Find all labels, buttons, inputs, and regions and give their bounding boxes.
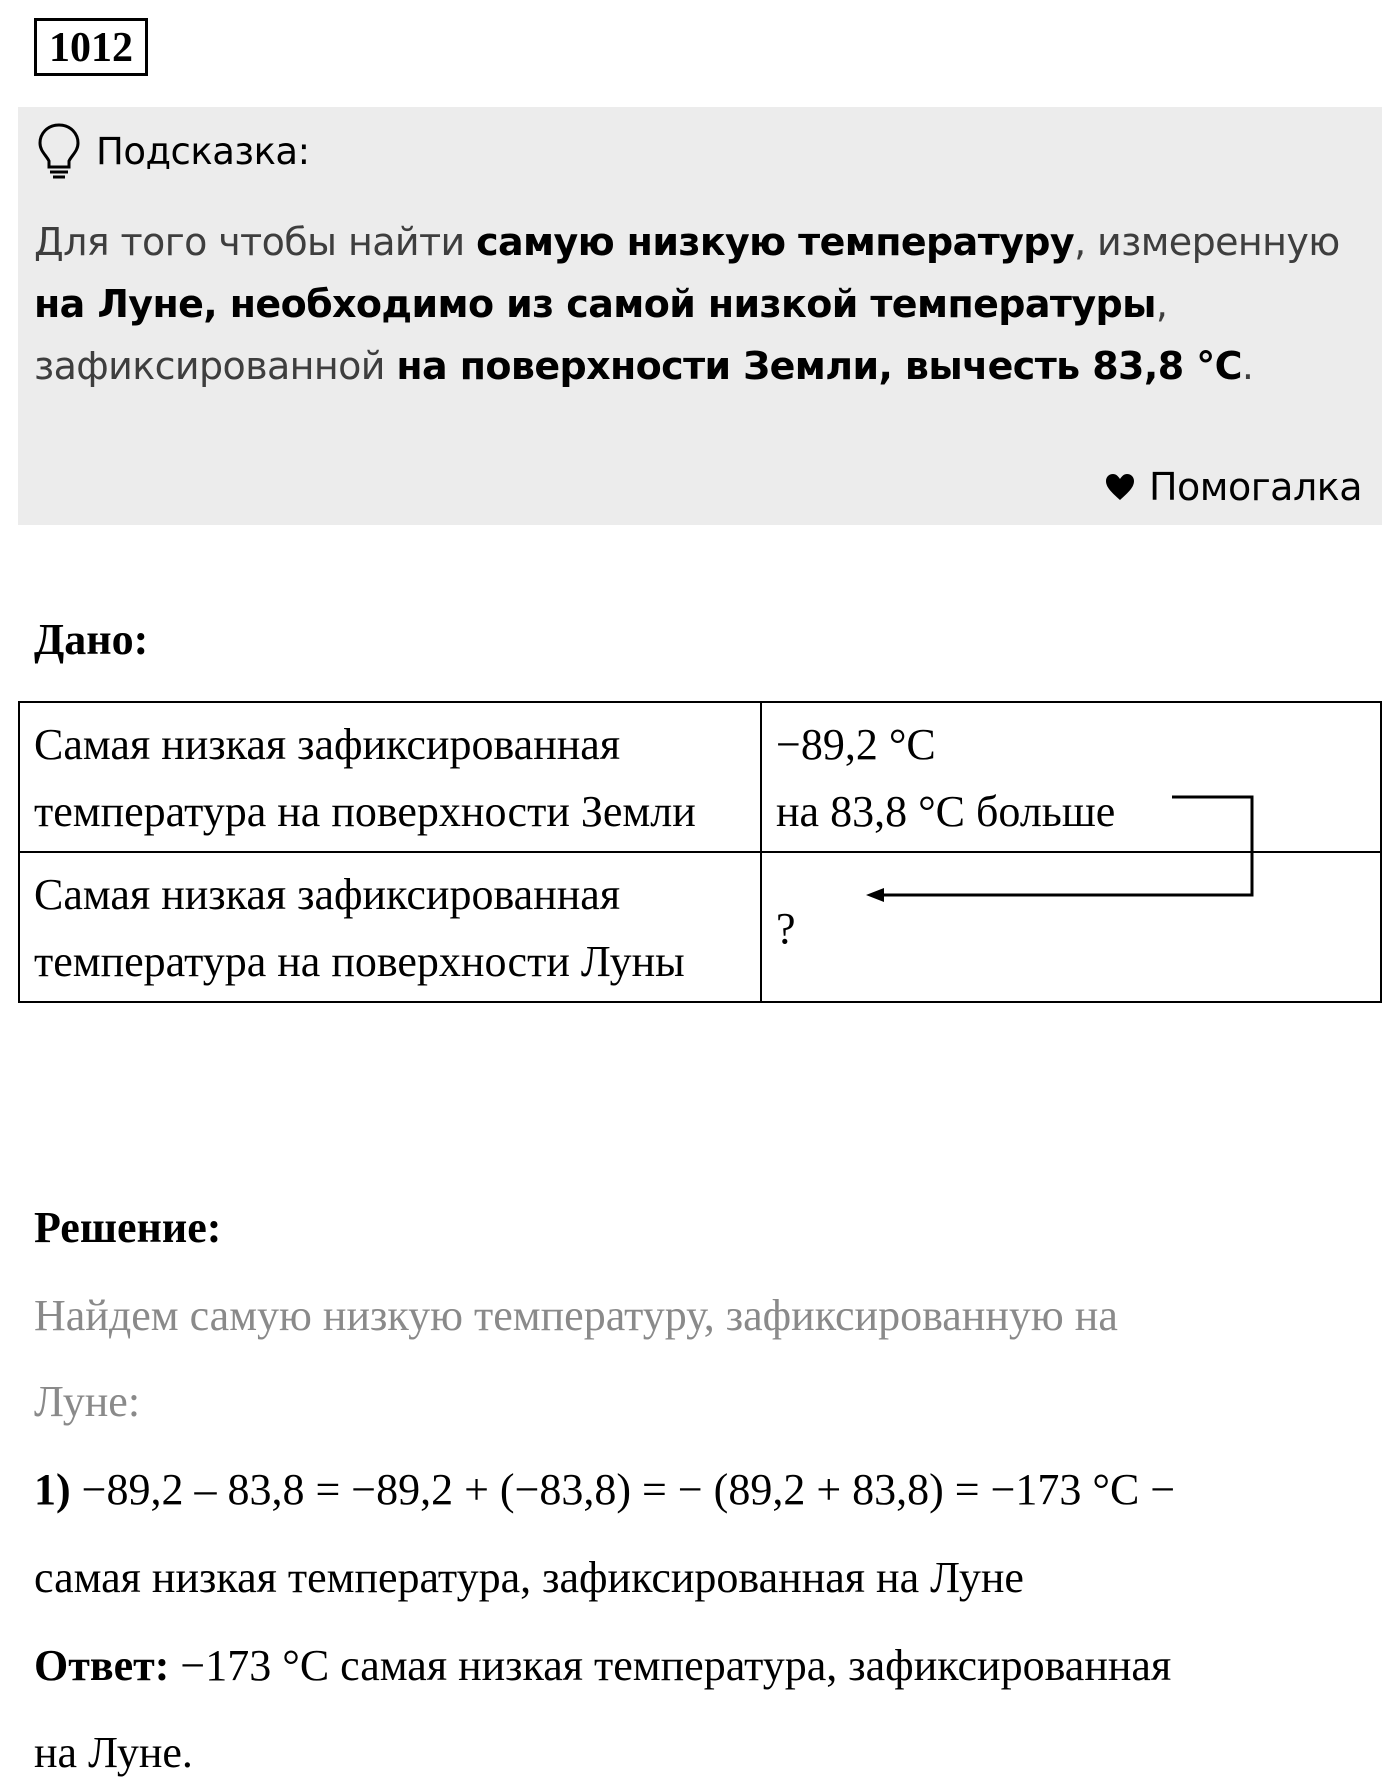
step-number: 1): [34, 1465, 71, 1514]
earth-temp-value-cell: [761, 702, 1381, 852]
helper-link[interactable]: [1105, 465, 1362, 509]
hint-text-bold: на поверхности Земли, вычесть 83,8 °С: [396, 344, 1242, 388]
solution-intro: Найдем самую низкую температуру, зафиксированную на: [34, 1291, 1118, 1340]
answer-cont: на Луне.: [34, 1728, 193, 1777]
hint-box: [18, 107, 1382, 525]
hint-text-part: , зафиксированной: [34, 282, 1168, 388]
answer-text: −173 °С самая низкая температура, зафиксированная: [169, 1641, 1172, 1690]
moon-temp-value: ?: [761, 852, 1381, 1002]
step-expression: −89,2 – 83,8 = −89,2 + (−83,8) = − (89,2 + 83,8) = −173 °С −: [70, 1465, 1176, 1514]
given-table: [18, 701, 1382, 1003]
earth-temp-value: −89,2 °С: [776, 720, 936, 769]
hint-text: [34, 211, 1364, 397]
answer-line: [34, 1640, 1384, 1691]
hint-text-bold: на Луне, необходимо из самой низкой температуры: [34, 282, 1156, 326]
hint-text-part: .: [1241, 344, 1254, 388]
hint-title: Подсказка:: [96, 129, 310, 173]
lightbulb-icon: [36, 121, 82, 181]
step-conclusion: самая низкая температура, зафиксированная на Луне: [34, 1553, 1024, 1602]
hint-header: [36, 121, 310, 181]
hint-text-part: Для того чтобы найти: [34, 220, 477, 264]
difference-note: на 83,8 °С больше: [776, 787, 1116, 836]
hint-text-bold: самую низкую температуру: [476, 220, 1075, 264]
helper-label: Помогалка: [1148, 465, 1362, 509]
solution-intro-cont: Луне:: [34, 1377, 141, 1426]
earth-temp-label: Самая низкая зафиксированная температура на поверхности Земли: [19, 702, 761, 852]
moon-temp-label: Самая низкая зафиксированная температура на поверхности Луны: [19, 852, 761, 1002]
hint-text-part: , измеренную: [1074, 220, 1340, 264]
solution-step: [34, 1464, 1384, 1515]
heart-icon: [1105, 473, 1135, 501]
table-row: [19, 852, 1381, 1002]
answer-label: Ответ:: [34, 1641, 170, 1690]
table-row: [19, 702, 1381, 852]
solution-label: Решение:: [34, 1203, 222, 1252]
given-label: Дано:: [34, 615, 149, 664]
problem-number: 1012: [34, 18, 148, 76]
